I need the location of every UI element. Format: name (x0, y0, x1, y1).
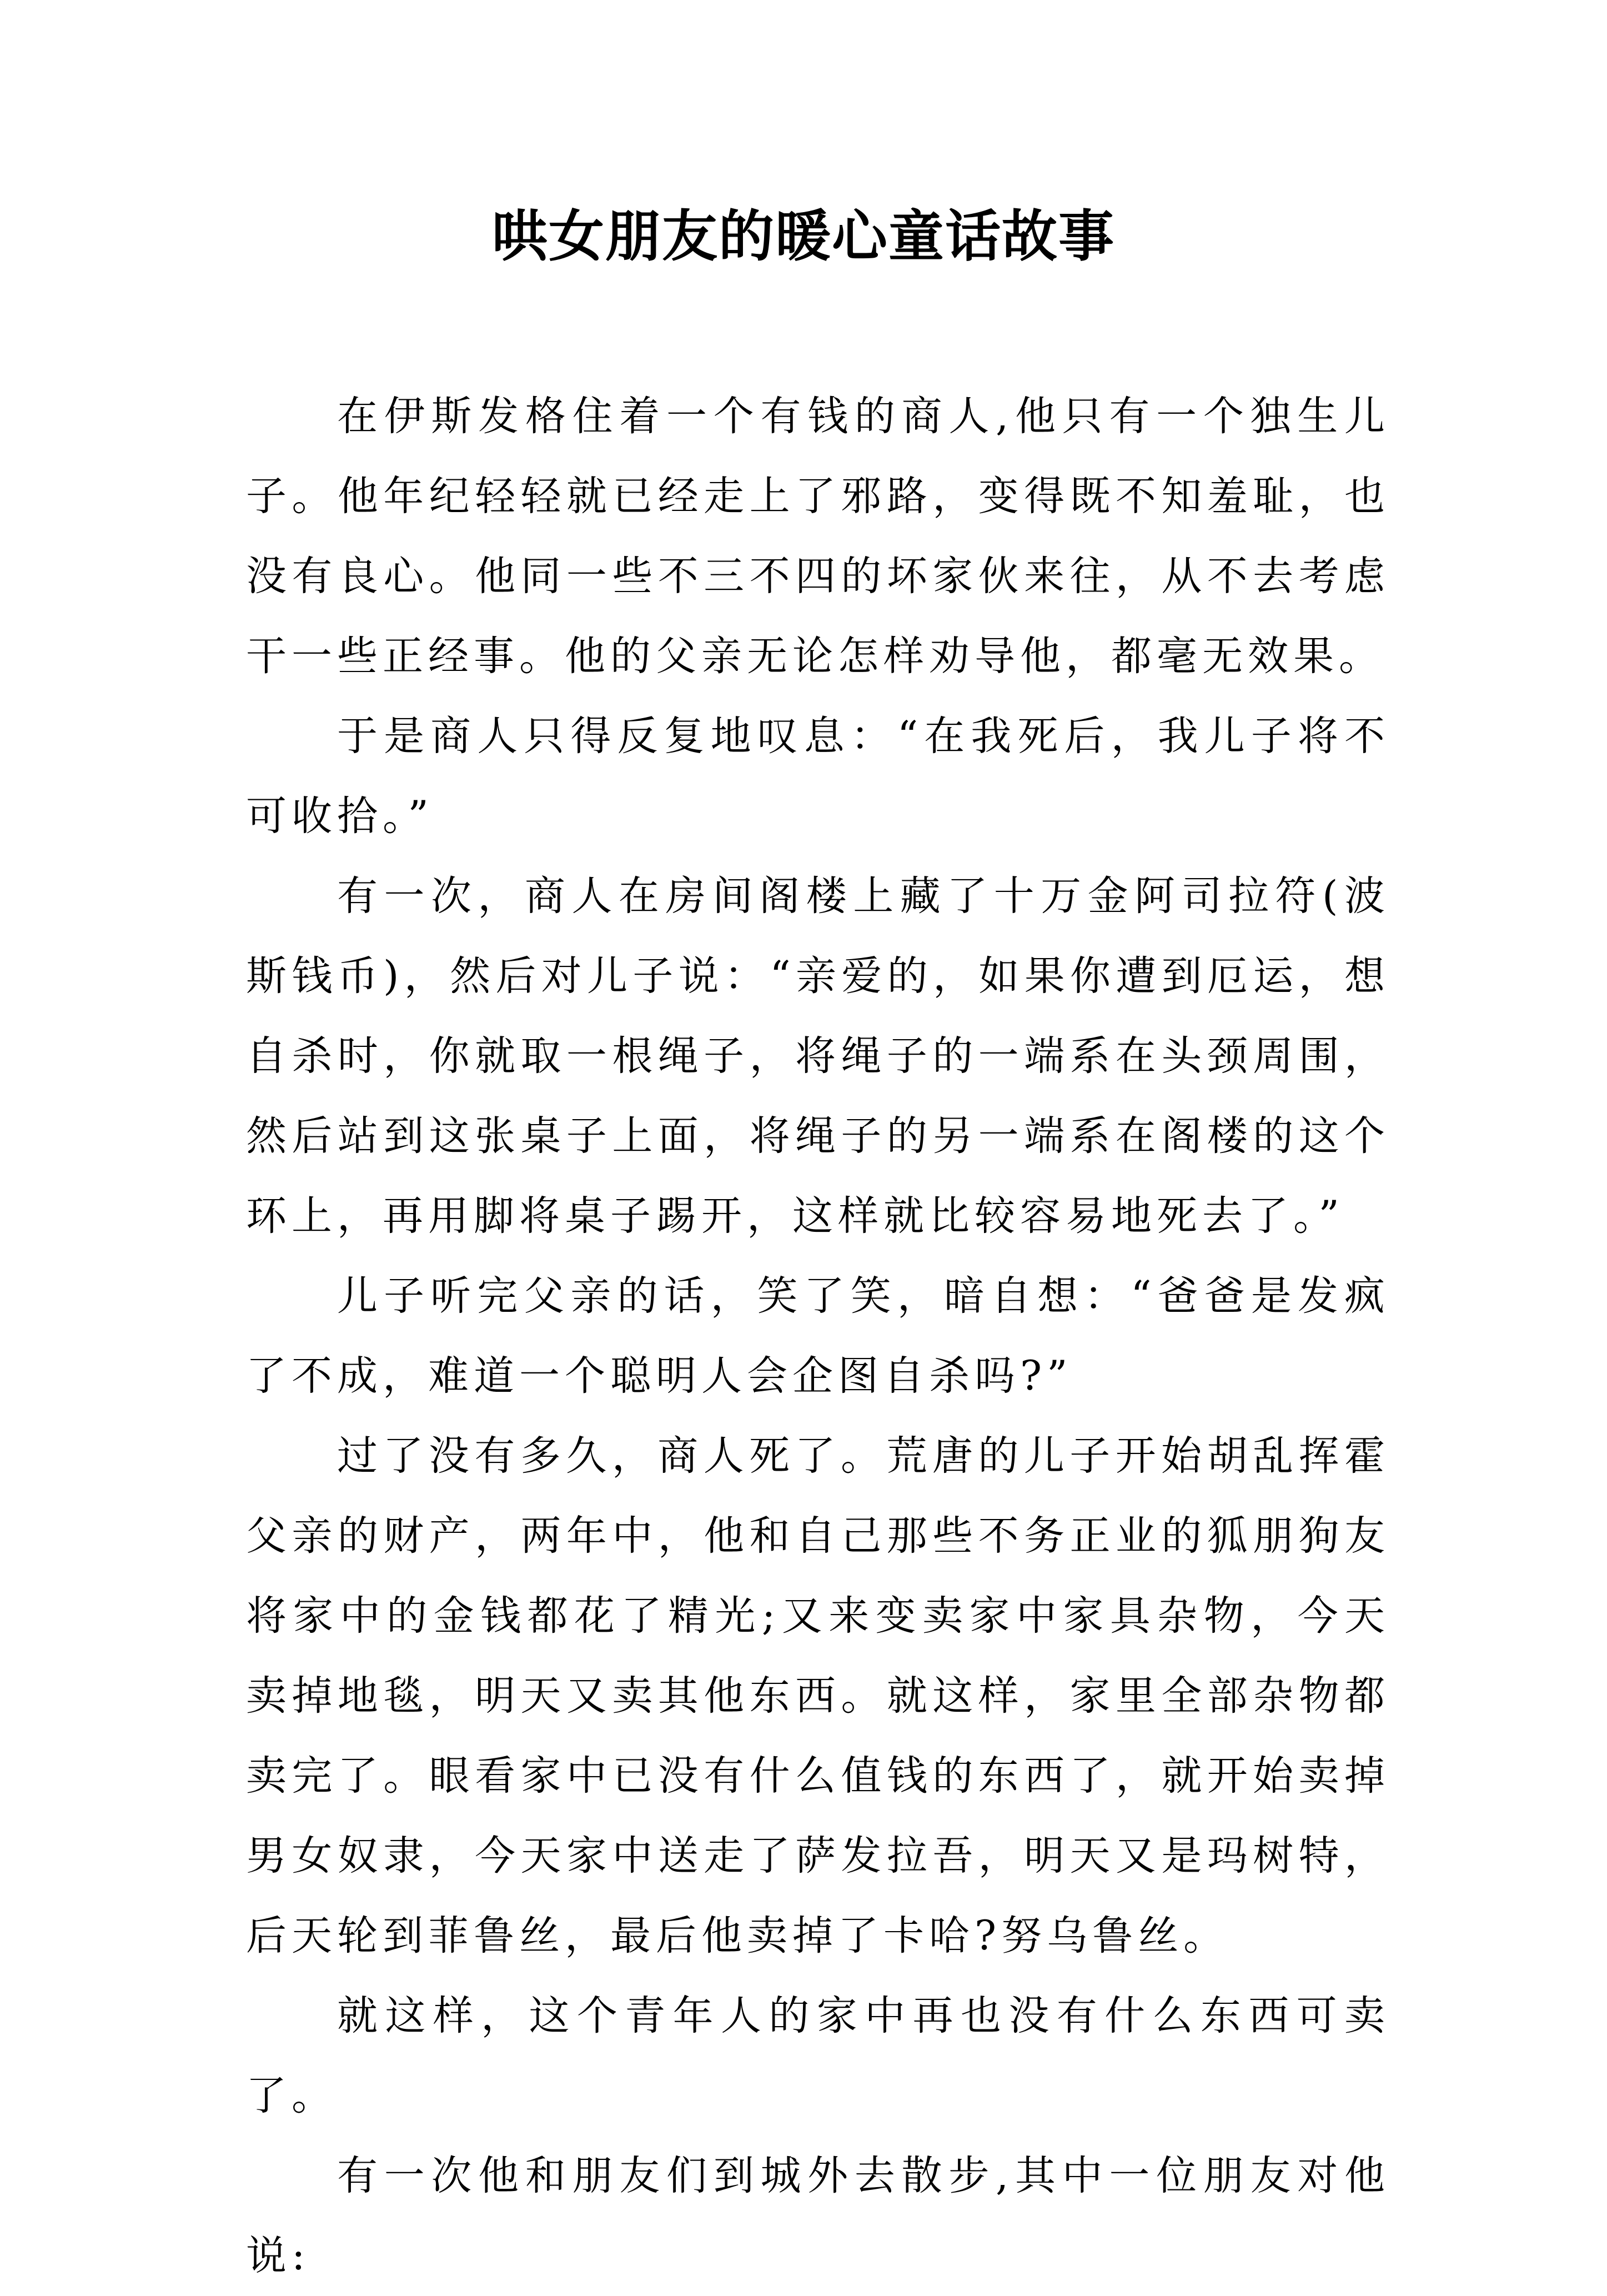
paragraph: 有一次他和朋友们到城外去散步,其中一位朋友对他说: (246, 2152, 1390, 2279)
document-title: 哄女朋友的暖心童话故事 (492, 203, 1115, 269)
paragraph: 儿子听完父亲的话，笑了笑，暗自想：“爸爸是发疯了不成，难道一个聪明人会企图自杀吗?” (246, 1272, 1390, 1400)
paragraph: 有一次，商人在房间阁楼上藏了十万金阿司拉符(波斯钱币)，然后对儿子说：“亲爱的，如果你遭到厄运，想自杀时，你就取一根绳子，将绳子的一端系在头颈周围，然后站到这张桌子上面，将绳子的另一端系在阁楼的这个环上，再用脚将桌子踢开，这样就比较容易地死去了。” (246, 873, 1390, 1240)
document-body (246, 377, 1390, 2296)
paragraph: 过了没有多久，商人死了。荒唐的儿子开始胡乱挥霍父亲的财产，两年中，他和自己那些不务正业的狐朋狗友将家中的金钱都花了精光;又来变卖家中家具杂物，今天卖掉地毯，明天又卖其他东西。就这样，家里全部杂物都卖完了。眼看家中已没有什么值钱的东西了，就开始卖掉男女奴隶，今天家中送走了萨发拉吾，明天又是玛树特，后天轮到菲鲁丝，最后他卖掉了卡哈?努乌鲁丝。 (246, 1432, 1390, 1959)
paragraph: 在伊斯发格住着一个有钱的商人,他只有一个独生儿子。他年纪轻轻就已经走上了邪路，变得既不知羞耻，也没有良心。他同一些不三不四的坏家伙来往，从不去考虑干一些正经事。他的父亲无论怎样劝导他，都毫无效果。 (246, 393, 1390, 680)
paragraph: 于是商人只得反复地叹息：“在我死后，我儿子将不可收拾。” (246, 713, 1390, 840)
paragraph: 就这样，这个青年人的家中再也没有什么东西可卖了。 (246, 1992, 1390, 2119)
